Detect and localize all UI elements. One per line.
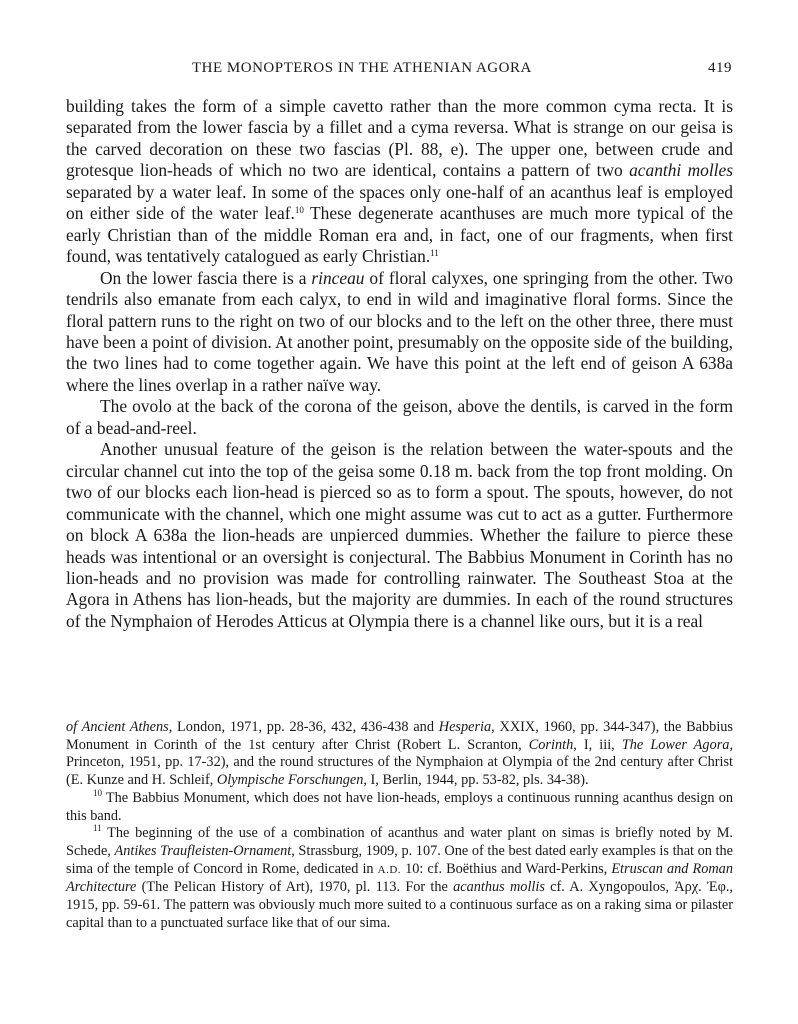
paragraph-4: Another unusual feature of the geison is the relation between the water-spouts and the circular channel cut into the top of the geisa some 0.18 m. back from the top front molding. On two of our blocks each lion-head is pierced so as to form a spout. The spouts, however, do not communicate with the channel, which one might assume was cut to act as a gutter. Furthermore on block A 638a the lion-heads are unpierced dummies. Whether the failure to pierce these heads was intentional or an oversight is conjectural. The Babbius Monument in Corinth has no lion-heads and no provision was made for controlling rainwater. The Southeast Stoa at the Agora in Athens has lion-heads, but the majority are dummies. In each of the round structures of the Nymphaion of Herodes Atticus at Olympia there is a channel like ours, but it is a real (66, 439, 733, 631)
text-run: 10: cf. Boëthius and Ward-Perkins, (401, 860, 612, 877)
footnote-ref-10[interactable]: 10 (294, 205, 304, 216)
text-run: , 1915, pp. 59-61. The pattern was obviously much more suited to a continuous surface as on a raking sima or pilaster capital than to a punctuated surface like that of our sima. (66, 879, 733, 931)
italic-term: rinceau (311, 267, 365, 288)
footnote-10 (66, 787, 733, 825)
footnotes (66, 719, 733, 932)
paragraph-3: The ovolo at the back of the corona of the geison, above the dentils, is carved in the form of a bead-and-reel. (66, 396, 733, 438)
main-text (66, 96, 733, 632)
paragraph-1 (66, 96, 733, 268)
text-run: The beginning of the use of a combination of acanthus and water plant on simas is briefly noted by M. Schede, (66, 825, 733, 859)
italic-title: Etruscan and Roman Architecture (66, 860, 733, 896)
text-run: The Babbius Monument, which does not have lion-heads, employs a continuous running acanthus design on this band. (66, 789, 733, 824)
running-header (66, 60, 732, 82)
italic-title: The Lower Agora (621, 736, 730, 753)
text-run: cf. A. Xyngopoulos, (544, 879, 675, 896)
italic-term: acanthus mollis (453, 879, 545, 896)
footnote-number: 10 (93, 787, 102, 798)
text-run: of floral calyxes, one springing from the other. Two tendrils also emanate from each calyx, to end in wild and imaginative floral forms. Since the floral pattern runs to the right on two of our blocks and to the left on the other three, there must have been a point of division. At another point, presumably on the opposite side of the building, the two lines had to come together again. We have this point at the left end of geison A 638a where the lines overlap in a rather naïve way. (66, 267, 734, 395)
italic-term: acanthi molles (629, 160, 733, 181)
running-title: THE MONOPTEROS IN THE ATHENIAN AGORA (192, 60, 532, 76)
text-run: , Princeton, 1951, pp. 17-32), and the round structures of the Nymphaion at Olympia of the 2nd century after Christ (E. Kunze and H. Schleif, (66, 736, 734, 789)
footnote-ref-11[interactable]: 11 (430, 248, 439, 259)
text-run: , Strassburg, 1909, p. 107. One of the best dated early examples is that on the sima of the temple of Concord in Rome, dedicated in (66, 842, 733, 877)
page-number: 419 (708, 60, 732, 76)
text-run: , I, iii, (573, 736, 622, 753)
text-run: , I, Berlin, 1944, pp. 53-82, pls. 34-38). (363, 772, 589, 789)
footnote-continuation (66, 719, 733, 790)
text-run: , London, 1971, pp. 28-36, 432, 436-438 and (168, 719, 439, 735)
text-run: (The Pelican History of Art), 1970, pl. 113. For the (136, 879, 454, 896)
small-caps-era: A.D. (377, 863, 402, 876)
text-run: On the lower fascia there is a (100, 267, 312, 288)
italic-title: Antikes Traufleisten-Ornament (114, 842, 292, 859)
text-run: These degenerate acanthuses are much more typical of the early Christian than of the middle Roman era and, in fact, one of our fragments, when first found, was tentatively catalogued as early Christian. (66, 203, 734, 267)
text-run: , XXIX, 1960, pp. 344-347), the Babbius Monument in Corinth of the 1st century after Christ (Robert L. Scranton, (66, 719, 733, 753)
footnote-number: 11 (93, 823, 102, 834)
text-run: separated by a water leaf. In some of the spaces only one-half of an acanthus leaf is employed on either side of the water leaf. (66, 181, 733, 224)
italic-title: of Ancient Athens (66, 719, 169, 735)
text-run: building takes the form of a simple cavetto rather than the more common cyma recta. It is separated from the lower fascia by a fillet and a cyma reversa. What is strange on our geisa is the carved decoration on these two fascias (Pl. 88, e). The upper one, between crude and grotesque lion-heads of which no two are identical, contains a pattern of two (66, 96, 733, 181)
italic-title: Corinth (528, 736, 574, 753)
paragraph-2 (66, 268, 733, 397)
italic-title: Hesperia (438, 719, 492, 735)
greek-abbreviation: Ἀρχ. Ἐφ. (674, 879, 730, 896)
italic-title: Olympische Forschungen (216, 772, 364, 789)
footnote-11 (66, 825, 733, 932)
